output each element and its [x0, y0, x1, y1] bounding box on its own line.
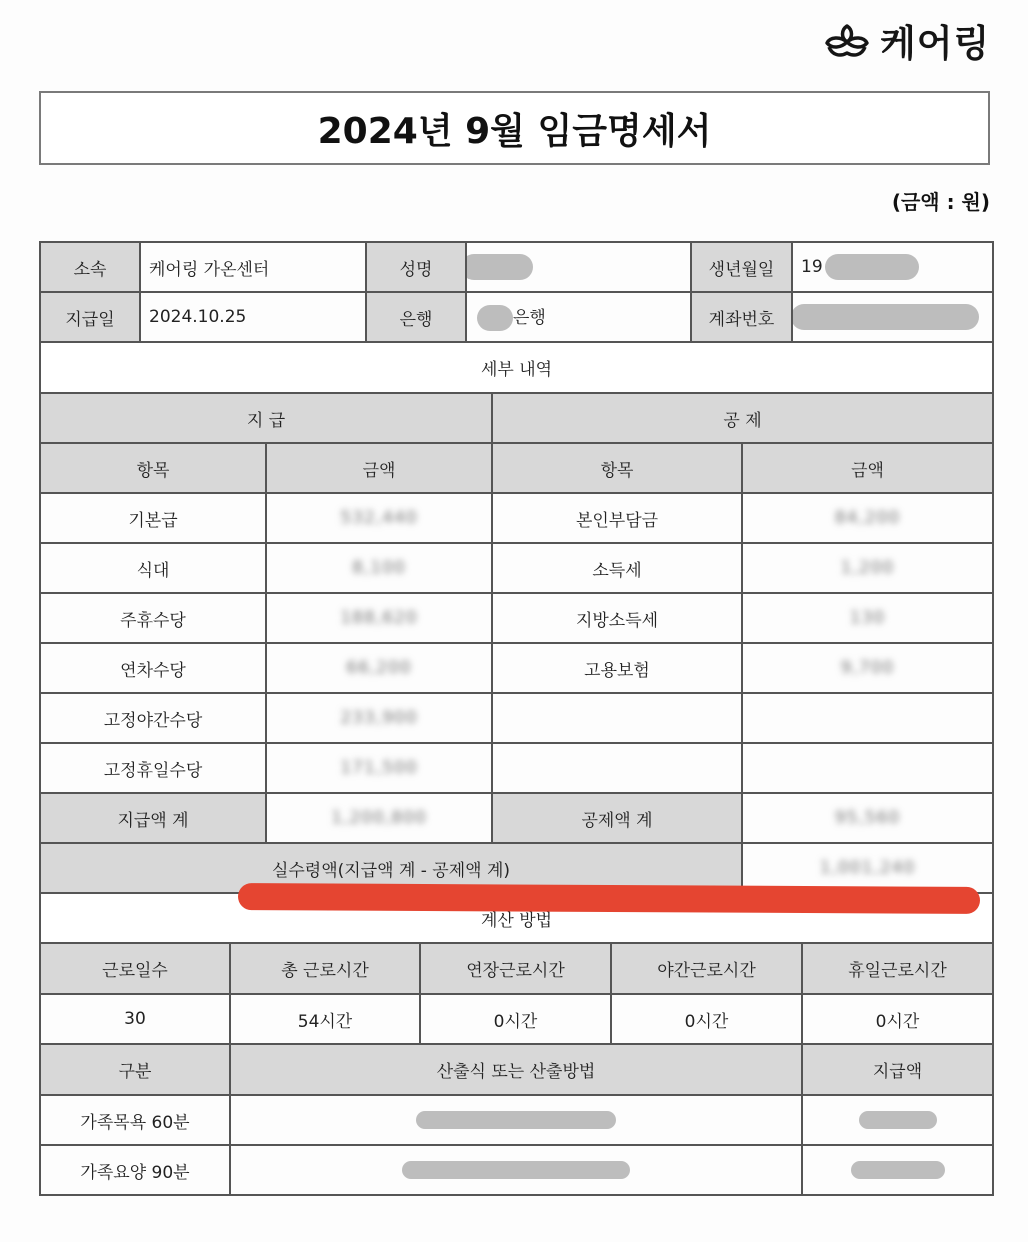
affiliation-value: 케어링 가온센터 — [140, 242, 366, 292]
payslip-sheet — [39, 241, 992, 1196]
total-hours-value: 54시간 — [230, 994, 420, 1044]
deduction-item: 지방소득세 — [492, 593, 742, 643]
payment-header: 지 급 — [40, 393, 492, 443]
blurred-amount: 1,001,240 — [819, 858, 916, 878]
redaction-mark — [851, 1161, 945, 1179]
blurred-amount: 66,200 — [346, 658, 412, 678]
birth-value-visible: 19 — [801, 257, 823, 277]
payment-amount — [266, 543, 492, 593]
bank-label: 은행 — [366, 292, 466, 342]
flower-logo-icon — [822, 20, 872, 60]
document-title: 2024년 9월 임금명세서 — [317, 110, 712, 152]
deduction-item-empty — [492, 743, 742, 793]
work-days-header: 근로일수 — [40, 944, 230, 994]
table-row — [40, 543, 993, 593]
payment-amount — [266, 693, 492, 743]
payment-item: 연차수당 — [40, 643, 266, 693]
payment-amount-col-header: 금액 — [266, 443, 492, 493]
payment-amount — [266, 743, 492, 793]
table-row — [40, 643, 993, 693]
table-row — [40, 493, 993, 543]
document-title-box — [39, 91, 990, 165]
payment-item: 식대 — [40, 543, 266, 593]
blurred-amount: 233,900 — [340, 708, 418, 728]
redaction-mark — [402, 1161, 630, 1179]
payment-amount — [266, 643, 492, 693]
pay-details-table — [39, 343, 994, 944]
payment-item: 기본급 — [40, 493, 266, 543]
redaction-mark — [477, 305, 513, 331]
name-label: 성명 — [366, 242, 466, 292]
totals-row — [40, 793, 993, 843]
net-pay-label: 실수령액(지급액 계 - 공제액 계) — [40, 843, 742, 893]
table-row — [40, 1145, 993, 1195]
affiliation-label: 소속 — [40, 242, 140, 292]
currency-unit-note: (금액 : 원) — [891, 190, 990, 214]
deduction-amount — [742, 543, 993, 593]
blurred-amount: 95,560 — [834, 808, 901, 828]
blurred-amount: 9,700 — [840, 658, 895, 678]
overtime-hours-value: 0시간 — [420, 994, 611, 1044]
account-label: 계좌번호 — [691, 292, 792, 342]
payment-amount — [266, 493, 492, 543]
calc-amount — [802, 1145, 993, 1195]
holiday-hours-value: 0시간 — [802, 994, 993, 1044]
deduction-item-col-header: 항목 — [492, 443, 742, 493]
deduction-amount — [742, 593, 993, 643]
calc-amount-header: 지급액 — [802, 1045, 993, 1095]
blurred-amount: 1,200 — [840, 558, 895, 578]
red-marker-stroke — [238, 883, 980, 914]
redaction-mark — [859, 1111, 937, 1129]
blurred-amount: 532,440 — [340, 508, 418, 528]
category-header: 구분 — [40, 1045, 230, 1095]
deduction-amount-empty — [742, 743, 993, 793]
calc-formula — [230, 1095, 802, 1145]
calc-method-title: 계산 방법 — [40, 893, 993, 943]
bank-value — [466, 292, 691, 342]
redaction-mark — [825, 254, 919, 280]
payment-item: 고정야간수당 — [40, 693, 266, 743]
table-row — [40, 593, 993, 643]
redaction-mark — [792, 304, 979, 330]
night-hours-header: 야간근로시간 — [611, 944, 802, 994]
paydate-label: 지급일 — [40, 292, 140, 342]
total-hours-header: 총 근로시간 — [230, 944, 420, 994]
overtime-hours-header: 연장근로시간 — [420, 944, 611, 994]
blurred-amount: 8,100 — [352, 558, 406, 578]
calc-category: 가족목욕 60분 — [40, 1095, 230, 1145]
employee-info-table — [39, 241, 994, 343]
deduction-item: 소득세 — [492, 543, 742, 593]
deduction-amount — [742, 643, 993, 693]
calculation-table — [39, 1045, 994, 1196]
blurred-amount: 1,200,800 — [331, 808, 427, 828]
night-hours-value: 0시간 — [611, 994, 802, 1044]
blurred-amount: 171,500 — [340, 758, 418, 778]
details-title: 세부 내역 — [40, 343, 993, 393]
redaction-mark — [416, 1111, 616, 1129]
calc-category: 가족요양 90분 — [40, 1145, 230, 1195]
payment-item-col-header: 항목 — [40, 443, 266, 493]
deduction-header: 공 제 — [492, 393, 993, 443]
paydate-value: 2024.10.25 — [140, 292, 366, 342]
name-value — [466, 242, 691, 292]
birth-value — [792, 242, 993, 292]
blurred-amount: 84,200 — [834, 508, 901, 528]
table-row — [40, 1095, 993, 1145]
blurred-amount: 188,620 — [340, 608, 418, 628]
calc-formula — [230, 1145, 802, 1195]
account-value — [792, 292, 993, 342]
deduction-item: 고용보험 — [492, 643, 742, 693]
table-row — [40, 693, 993, 743]
formula-header: 산출식 또는 산출방법 — [230, 1045, 802, 1095]
payment-item: 주휴수당 — [40, 593, 266, 643]
blurred-amount: 130 — [849, 608, 886, 628]
birth-label: 생년월일 — [691, 242, 792, 292]
payment-item: 고정휴일수당 — [40, 743, 266, 793]
calc-amount — [802, 1095, 993, 1145]
work-days-value: 30 — [40, 994, 230, 1044]
deduction-item-empty — [492, 693, 742, 743]
deduction-total-label: 공제액 계 — [492, 793, 742, 843]
payment-total-label: 지급액 계 — [40, 793, 266, 843]
deduction-amount-col-header: 금액 — [742, 443, 993, 493]
deduction-item: 본인부담금 — [492, 493, 742, 543]
work-hours-table — [39, 944, 994, 1045]
holiday-hours-header: 휴일근로시간 — [802, 944, 993, 994]
payment-amount — [266, 593, 492, 643]
redaction-mark — [466, 254, 533, 280]
deduction-amount — [742, 493, 993, 543]
deduction-total-value — [742, 793, 993, 843]
payment-total-value — [266, 793, 492, 843]
deduction-amount-empty — [742, 693, 993, 743]
brand-logo — [822, 18, 991, 65]
bank-value-visible: 은행 — [513, 308, 546, 328]
table-row — [40, 743, 993, 793]
brand-name: 케어링 — [880, 22, 991, 65]
